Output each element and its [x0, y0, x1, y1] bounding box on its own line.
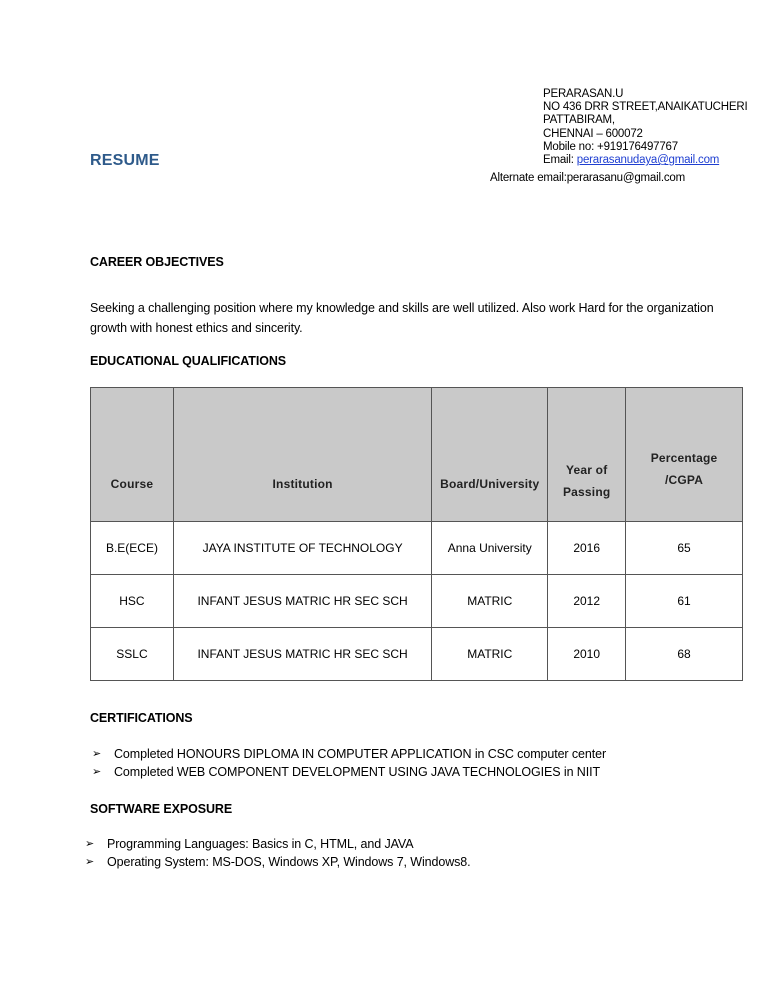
contact-email-line — [543, 154, 747, 167]
cell-institution: JAYA INSTITUTE OF TECHNOLOGY — [173, 522, 431, 575]
col-header-course: Course — [91, 388, 174, 522]
software-list — [85, 835, 471, 871]
certifications-heading: CERTIFICATIONS — [90, 711, 193, 725]
certifications-list — [92, 745, 606, 781]
table-row — [91, 575, 743, 628]
contact-mobile: Mobile no: +919176497767 — [543, 140, 678, 153]
cell-year: 2012 — [548, 575, 626, 628]
col-header-pct-line1: Percentage — [650, 451, 718, 465]
col-header-year — [548, 388, 626, 522]
career-objectives-text: Seeking a challenging position where my knowledge and skills are well utilized. Also work Hard for the organization growth with honest ethics and sincerity. — [90, 301, 714, 335]
col-header-board: Board/University — [432, 388, 548, 522]
contact-name: PERARASAN.U — [543, 88, 624, 100]
cell-board: Anna University — [432, 522, 548, 575]
list-item — [92, 763, 606, 781]
cell-score: 65 — [626, 522, 743, 575]
list-item-text: Completed WEB COMPONENT DEVELOPMENT USING JAVA TECHNOLOGIES in NIIT — [114, 765, 601, 779]
education-heading: EDUCATIONAL QUALIFICATIONS — [90, 354, 287, 368]
cell-course: SSLC — [91, 628, 174, 681]
cell-institution: INFANT JESUS MATRIC HR SEC SCH — [173, 575, 431, 628]
cell-institution: INFANT JESUS MATRIC HR SEC SCH — [173, 628, 431, 681]
education-table — [90, 387, 743, 681]
col-header-institution: Institution — [173, 388, 431, 522]
list-item-text: Completed HONOURS DIPLOMA IN COMPUTER APPLICATION in CSC computer center — [114, 747, 607, 761]
arrow-bullet-icon: ➢ — [92, 748, 102, 760]
cell-year: 2010 — [548, 628, 626, 681]
resume-title: RESUME — [90, 152, 160, 169]
software-heading: SOFTWARE EXPOSURE — [90, 802, 233, 816]
arrow-bullet-icon: ➢ — [85, 856, 95, 868]
contact-address-line2: PATTABIRAM, — [543, 114, 615, 127]
arrow-bullet-icon: ➢ — [85, 838, 95, 850]
cell-course: HSC — [91, 575, 174, 628]
contact-address-line1: NO 436 DRR STREET,ANAIKATUCHERI — [543, 101, 748, 114]
list-item — [85, 853, 471, 871]
list-item — [92, 745, 606, 763]
col-header-percentage — [626, 388, 743, 522]
email-link[interactable]: perarasanudaya@gmail.com — [576, 154, 720, 167]
table-row — [91, 522, 743, 575]
cell-board: MATRIC — [432, 575, 548, 628]
table-header-row — [91, 388, 743, 522]
col-header-pct-line2: /CGPA — [665, 473, 704, 487]
list-item — [85, 835, 471, 853]
list-item-text: Programming Languages: Basics in C, HTML, and JAVA — [107, 837, 414, 851]
cell-course: B.E(ECE) — [91, 522, 174, 575]
email-label: Email: — [543, 154, 577, 167]
col-header-year-line2: Passing — [562, 485, 611, 499]
contact-block — [543, 88, 747, 167]
list-item-text: Operating System: MS-DOS, Windows XP, Windows 7, Windows8. — [107, 855, 471, 869]
table-row — [91, 628, 743, 681]
alternate-email: Alternate email:perarasanu@gmail.com — [490, 172, 685, 184]
career-objectives-heading: CAREER OBJECTIVES — [90, 255, 224, 269]
contact-address-line3: CHENNAI – 600072 — [543, 127, 643, 140]
cell-score: 68 — [626, 628, 743, 681]
cell-year: 2016 — [548, 522, 626, 575]
col-header-year-line1: Year of — [565, 463, 608, 477]
cell-board: MATRIC — [432, 628, 548, 681]
arrow-bullet-icon: ➢ — [92, 766, 102, 778]
cell-score: 61 — [626, 575, 743, 628]
